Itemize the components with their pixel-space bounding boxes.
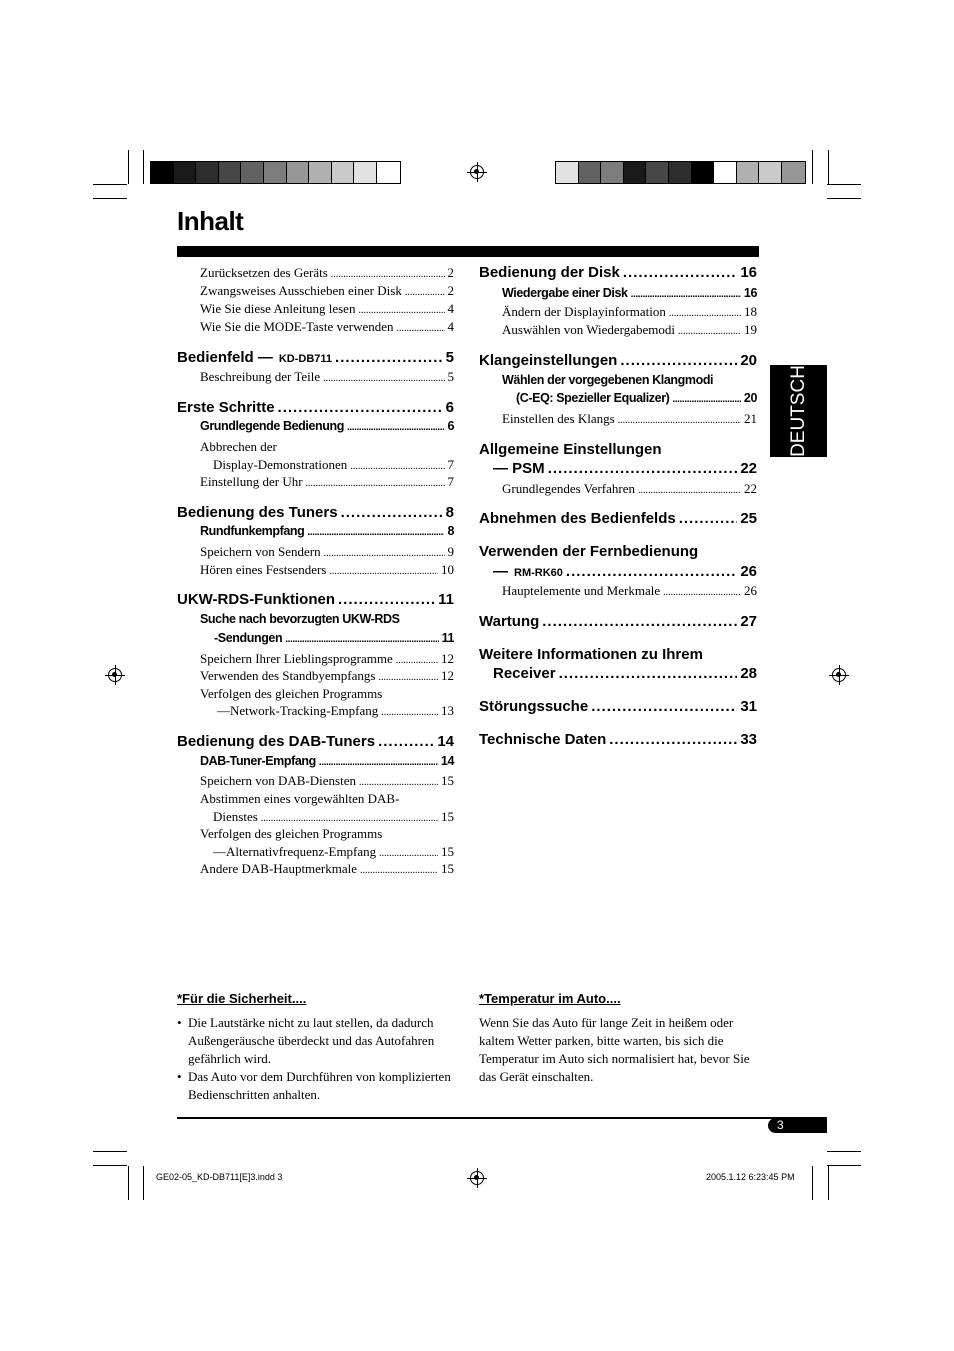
toc-entry-page: 20 xyxy=(743,391,757,405)
toc-leader xyxy=(591,698,737,715)
footer-rule xyxy=(177,1117,827,1119)
toc-entry-page: 12 xyxy=(441,651,454,666)
toc-entry-page: 22 xyxy=(744,481,757,496)
toc-leader xyxy=(663,587,741,598)
toc-entry-title: Klangeinstellungen xyxy=(479,352,618,369)
crop-mark xyxy=(827,198,861,199)
toc-entry-title: Beschreibung der Teile xyxy=(200,369,321,384)
toc-entry-page: 15 xyxy=(441,809,454,824)
toc-entry-title: UKW-RDS-Funktionen xyxy=(177,591,336,608)
toc-entry-title: —Network-Tracking-Empfang xyxy=(217,703,379,718)
toc-entry-page: 28 xyxy=(740,665,757,682)
toc-entry-title: Störungssuche xyxy=(479,698,589,715)
toc-entry-title: Grundlegendes Verfahren xyxy=(502,481,635,496)
toc-entry xyxy=(200,791,399,807)
toc-entry-page: 26 xyxy=(740,563,757,580)
color-swatch xyxy=(354,162,377,183)
toc-entry xyxy=(516,391,757,405)
toc-entry xyxy=(177,504,454,521)
toc-entry-page: 6 xyxy=(445,399,454,416)
toc-entry-page: 14 xyxy=(437,733,454,750)
temperature-text: Wenn Sie das Auto für lange Zeit in heißem oder kaltem Wetter parken, bitte warten, bis sich die Temperatur im Auto sich normalisiert hat, bevor Sie das Gerät einschalten. xyxy=(479,1015,750,1084)
registration-mark-icon xyxy=(108,668,122,682)
toc-entry-title: Wie Sie die MODE-Taste verwenden xyxy=(200,319,394,334)
toc-entry-title: Bedienung der Disk xyxy=(479,264,620,281)
toc-entry-model: RM-RK60 xyxy=(514,567,563,579)
toc-entry xyxy=(502,583,757,599)
toc-entry-title: Weitere Informationen zu Ihrem xyxy=(479,646,703,663)
toc-entry-title: Erste Schritte xyxy=(177,399,275,416)
toc-leader xyxy=(679,510,738,527)
toc-leader xyxy=(669,308,741,319)
color-bar-left xyxy=(150,161,401,184)
toc-entry xyxy=(200,319,454,335)
toc-entry-title: — PSM xyxy=(493,460,545,477)
toc-entry xyxy=(177,733,454,750)
toc-entry xyxy=(213,809,454,825)
toc-entry-page: 16 xyxy=(743,286,757,300)
toc-entry-page: 8 xyxy=(447,524,454,538)
crop-mark xyxy=(827,1165,861,1166)
toc-leader xyxy=(618,415,741,426)
toc-leader xyxy=(329,566,438,577)
toc-leader xyxy=(379,848,438,859)
color-swatch xyxy=(579,162,602,183)
toc-entry xyxy=(479,352,757,369)
toc-entry xyxy=(200,668,454,684)
toc-entry xyxy=(479,613,757,630)
toc-entry-title: Wiedergabe einer Disk xyxy=(502,286,628,300)
toc-leader xyxy=(378,672,438,683)
registration-mark-icon xyxy=(832,668,846,682)
toc-entry-page: 13 xyxy=(441,703,454,718)
toc-entry-title: Wählen der vorgegebenen Klangmodi xyxy=(502,373,714,387)
temperature-heading: *Temperatur im Auto.... xyxy=(479,991,621,1006)
toc-entry-title: Auswählen von Wiedergabemodi xyxy=(502,322,676,337)
toc-entry-title: —Alternativfrequenz-Empfang xyxy=(213,844,377,859)
page-number: 3 xyxy=(768,1118,827,1133)
color-swatch xyxy=(737,162,760,183)
slug-file: GE02-05_KD-DB711[E]3.indd 3 xyxy=(156,1172,283,1182)
toc-leader xyxy=(358,305,444,316)
toc-entry-title: Grundlegende Bedienung xyxy=(200,419,344,433)
toc-entry-title: Andere DAB-Hauptmerkmale xyxy=(200,861,358,876)
toc-entry-title: Abstimmen eines vorgewählten DAB- xyxy=(200,791,400,806)
toc-entry-title: Ändern der Displayinformation xyxy=(502,304,666,319)
toc-entry-title: Verwenden der Fernbedienung xyxy=(479,543,699,560)
toc-entry xyxy=(200,651,454,667)
toc-leader xyxy=(672,394,740,405)
toc-entry xyxy=(479,731,757,748)
toc-entry-title: Technische Daten xyxy=(479,731,607,748)
toc-leader xyxy=(350,461,444,472)
color-swatch xyxy=(624,162,647,183)
toc-entry xyxy=(479,698,757,715)
toc-leader xyxy=(381,707,438,718)
crop-mark xyxy=(827,184,861,185)
title-rule xyxy=(177,246,759,257)
color-swatch xyxy=(646,162,669,183)
toc-entry xyxy=(502,373,713,387)
toc-entry-title: Abbrechen der xyxy=(200,439,277,454)
safety-heading: *Für die Sicherheit.... xyxy=(177,991,307,1006)
toc-entry-title: Verfolgen des gleichen Programms xyxy=(200,826,383,841)
toc-entry xyxy=(200,439,277,455)
toc-entry xyxy=(213,844,454,860)
toc-entry-title: -Sendungen xyxy=(214,631,283,645)
toc-entry xyxy=(479,646,703,663)
toc-entry-page: 4 xyxy=(447,319,454,334)
crop-mark xyxy=(828,150,829,184)
toc-entry-page: 4 xyxy=(447,301,454,316)
toc-entry-title: (C-EQ: Spezieller Equalizer) xyxy=(516,391,670,405)
toc-entry-page: 21 xyxy=(744,411,757,426)
toc-entry-page: 15 xyxy=(441,844,454,859)
color-swatch xyxy=(264,162,287,183)
toc-entry-title: Hauptelemente und Merkmale xyxy=(502,583,661,598)
toc-entry xyxy=(200,369,454,385)
toc-leader xyxy=(620,352,737,369)
toc-entry-page: 2 xyxy=(447,265,454,280)
color-swatch xyxy=(196,162,219,183)
color-swatch xyxy=(151,162,174,183)
toc-entry-page: 19 xyxy=(744,322,757,337)
toc-entry xyxy=(177,399,454,416)
crop-mark xyxy=(827,1151,861,1152)
toc-entry xyxy=(200,861,454,877)
toc-entry xyxy=(200,419,454,433)
toc-leader xyxy=(378,733,434,750)
color-swatch xyxy=(556,162,579,183)
toc-leader xyxy=(405,287,445,298)
toc-entry-page: 7 xyxy=(447,457,454,472)
crop-mark xyxy=(143,1166,144,1200)
toc-entry-title: Display-Demonstrationen xyxy=(213,457,348,472)
toc-entry xyxy=(493,460,757,477)
crop-mark xyxy=(93,1165,127,1166)
toc-entry xyxy=(200,686,382,702)
safety-text xyxy=(177,1014,452,1104)
toc-entry-title: Wartung xyxy=(479,613,540,630)
language-tab-label: DEUTSCH xyxy=(787,365,809,457)
color-swatch xyxy=(759,162,782,183)
safety-bullet: • Die Lautstärke nicht zu laut stellen, da dadurch Außengeräusche überdeckt und das Autofahren gefährlich wird. xyxy=(177,1014,452,1068)
toc-entry xyxy=(479,264,757,281)
toc-entry-title: Bedienung des Tuners xyxy=(177,504,338,521)
toc-entry-title: Hören eines Festsenders xyxy=(200,562,327,577)
toc-leader xyxy=(638,485,741,496)
toc-entry xyxy=(200,773,454,789)
toc-entry-page: 10 xyxy=(441,562,454,577)
toc-entry xyxy=(502,481,757,497)
toc-entry-page: 20 xyxy=(740,352,757,369)
crop-mark xyxy=(93,1151,127,1152)
toc-entry-title: Zwangsweises Ausschieben einer Disk xyxy=(200,283,402,298)
toc-entry xyxy=(200,474,454,490)
toc-entry xyxy=(217,703,454,719)
color-swatch xyxy=(287,162,310,183)
toc-entry xyxy=(200,754,454,768)
toc-entry-page: 25 xyxy=(740,510,757,527)
toc-entry-title: Receiver xyxy=(493,665,556,682)
toc-entry-title: Speichern Ihrer Lieblingsprogramme xyxy=(200,651,393,666)
color-swatch xyxy=(219,162,242,183)
toc-entry xyxy=(177,591,454,608)
toc-entry xyxy=(502,322,757,338)
toc-leader xyxy=(542,613,737,630)
toc-entry xyxy=(502,304,757,320)
toc-entry xyxy=(200,612,400,626)
toc-entry-page: 22 xyxy=(740,460,757,477)
crop-mark xyxy=(828,1166,829,1200)
toc-entry-title: Rundfunkempfang xyxy=(200,524,305,538)
toc-leader xyxy=(331,269,445,280)
toc-leader xyxy=(341,504,443,521)
color-swatch xyxy=(377,162,400,183)
toc-entry-title: Zurücksetzen des Geräts xyxy=(200,265,328,280)
toc-leader xyxy=(397,323,445,334)
toc-entry-title: Bedienfeld — xyxy=(177,349,273,366)
toc-entry xyxy=(200,524,454,538)
toc-leader xyxy=(278,399,443,416)
toc-entry-page: 6 xyxy=(447,419,454,433)
color-bar-right xyxy=(555,161,806,184)
toc-entry-page: 31 xyxy=(740,698,757,715)
toc-entry xyxy=(177,349,454,366)
color-swatch xyxy=(692,162,715,183)
toc-entry xyxy=(200,265,454,281)
toc-leader xyxy=(261,813,438,824)
toc-entry-title: Bedienung des DAB-Tuners xyxy=(177,733,376,750)
toc-entry-page: 11 xyxy=(441,631,454,645)
toc-entry-title: Abnehmen des Bedienfelds xyxy=(479,510,676,527)
toc-entry xyxy=(479,510,757,527)
crop-mark xyxy=(128,150,129,184)
toc-entry xyxy=(200,826,382,842)
color-swatch xyxy=(174,162,197,183)
color-swatch xyxy=(782,162,805,183)
toc-entry xyxy=(200,283,454,299)
toc-entry xyxy=(200,562,454,578)
toc-entry-title: Speichern von Sendern xyxy=(200,544,321,559)
toc-entry-title: Speichern von DAB-Diensten xyxy=(200,773,356,788)
toc-leader xyxy=(306,478,445,489)
crop-mark xyxy=(812,1166,813,1200)
safety-bullet: • Das Auto vor dem Durchführen von komplizierten Bedienschritten anhalten. xyxy=(177,1068,452,1104)
toc-entry-title: Suche nach bevorzugten UKW-RDS xyxy=(200,612,400,626)
page-title: Inhalt xyxy=(177,206,244,236)
toc-entry-title: DAB-Tuner-Empfang xyxy=(200,754,316,768)
toc-leader xyxy=(559,665,738,682)
toc-entry-page: 9 xyxy=(447,544,454,559)
toc-leader xyxy=(609,731,737,748)
toc-entry xyxy=(502,286,757,300)
toc-entry-title: Verwenden des Standbyempfangs xyxy=(200,668,376,683)
registration-mark-icon xyxy=(470,165,484,179)
toc-leader xyxy=(347,422,444,433)
toc-entry-title: Einstellung der Uhr xyxy=(200,474,303,489)
toc-entry-page: 15 xyxy=(441,861,454,876)
toc-entry-page: 2 xyxy=(447,283,454,298)
crop-mark xyxy=(93,184,127,185)
color-swatch xyxy=(669,162,692,183)
toc-entry xyxy=(200,301,454,317)
color-swatch xyxy=(332,162,355,183)
toc-entry-page: 26 xyxy=(744,583,757,598)
toc-entry-title: Allgemeine Einstellungen xyxy=(479,441,662,458)
toc-entry-page: 14 xyxy=(440,754,454,768)
toc-leader xyxy=(623,264,737,281)
toc-leader xyxy=(319,757,438,768)
toc-entry-page: 27 xyxy=(740,613,757,630)
color-swatch xyxy=(601,162,624,183)
toc-entry-page: 18 xyxy=(744,304,757,319)
toc-entry xyxy=(493,665,757,682)
color-swatch xyxy=(714,162,737,183)
toc-leader xyxy=(359,777,438,788)
toc-entry-page: 16 xyxy=(740,264,757,281)
toc-leader xyxy=(396,655,438,666)
toc-leader xyxy=(566,563,737,580)
color-swatch xyxy=(241,162,264,183)
toc-entry xyxy=(493,563,757,580)
toc-leader xyxy=(324,548,445,559)
crop-mark xyxy=(812,150,813,184)
toc-leader xyxy=(323,373,444,384)
toc-entry-title: Wie Sie diese Anleitung lesen xyxy=(200,301,356,316)
toc-entry-page: 5 xyxy=(447,369,454,384)
toc-entry xyxy=(213,457,454,473)
language-tab xyxy=(770,365,827,457)
toc-entry-page: 12 xyxy=(441,668,454,683)
toc-leader xyxy=(338,591,435,608)
toc-entry-title: Einstellen des Klangs xyxy=(502,411,615,426)
crop-mark xyxy=(93,198,127,199)
toc-entry xyxy=(502,411,757,427)
crop-mark xyxy=(128,1166,129,1200)
toc-leader xyxy=(360,865,438,876)
toc-entry-page: 5 xyxy=(445,349,454,366)
registration-mark-icon xyxy=(470,1171,484,1185)
toc-entry-page: 33 xyxy=(740,731,757,748)
color-swatch xyxy=(309,162,332,183)
toc-entry-page: 7 xyxy=(447,474,454,489)
toc-entry-page: 15 xyxy=(441,773,454,788)
toc-entry-title: — xyxy=(493,563,508,580)
toc-entry-model: KD-DB711 xyxy=(278,353,333,365)
toc-entry xyxy=(479,543,698,560)
toc-leader xyxy=(548,460,738,477)
toc-entry-page: 8 xyxy=(445,504,454,521)
crop-mark xyxy=(143,150,144,184)
toc-entry xyxy=(200,544,454,560)
slug-date: 2005.1.12 6:23:45 PM xyxy=(706,1172,795,1182)
toc-leader xyxy=(678,326,741,337)
toc-leader xyxy=(631,289,741,300)
toc-entry-page: 11 xyxy=(438,591,454,608)
toc-leader xyxy=(307,527,444,538)
toc-entry xyxy=(214,631,454,645)
toc-entry-title: Dienstes xyxy=(213,809,258,824)
toc-leader xyxy=(285,634,438,645)
toc-entry-title: Verfolgen des gleichen Programms xyxy=(200,686,383,701)
toc-leader xyxy=(335,349,443,366)
toc-entry xyxy=(479,441,662,458)
